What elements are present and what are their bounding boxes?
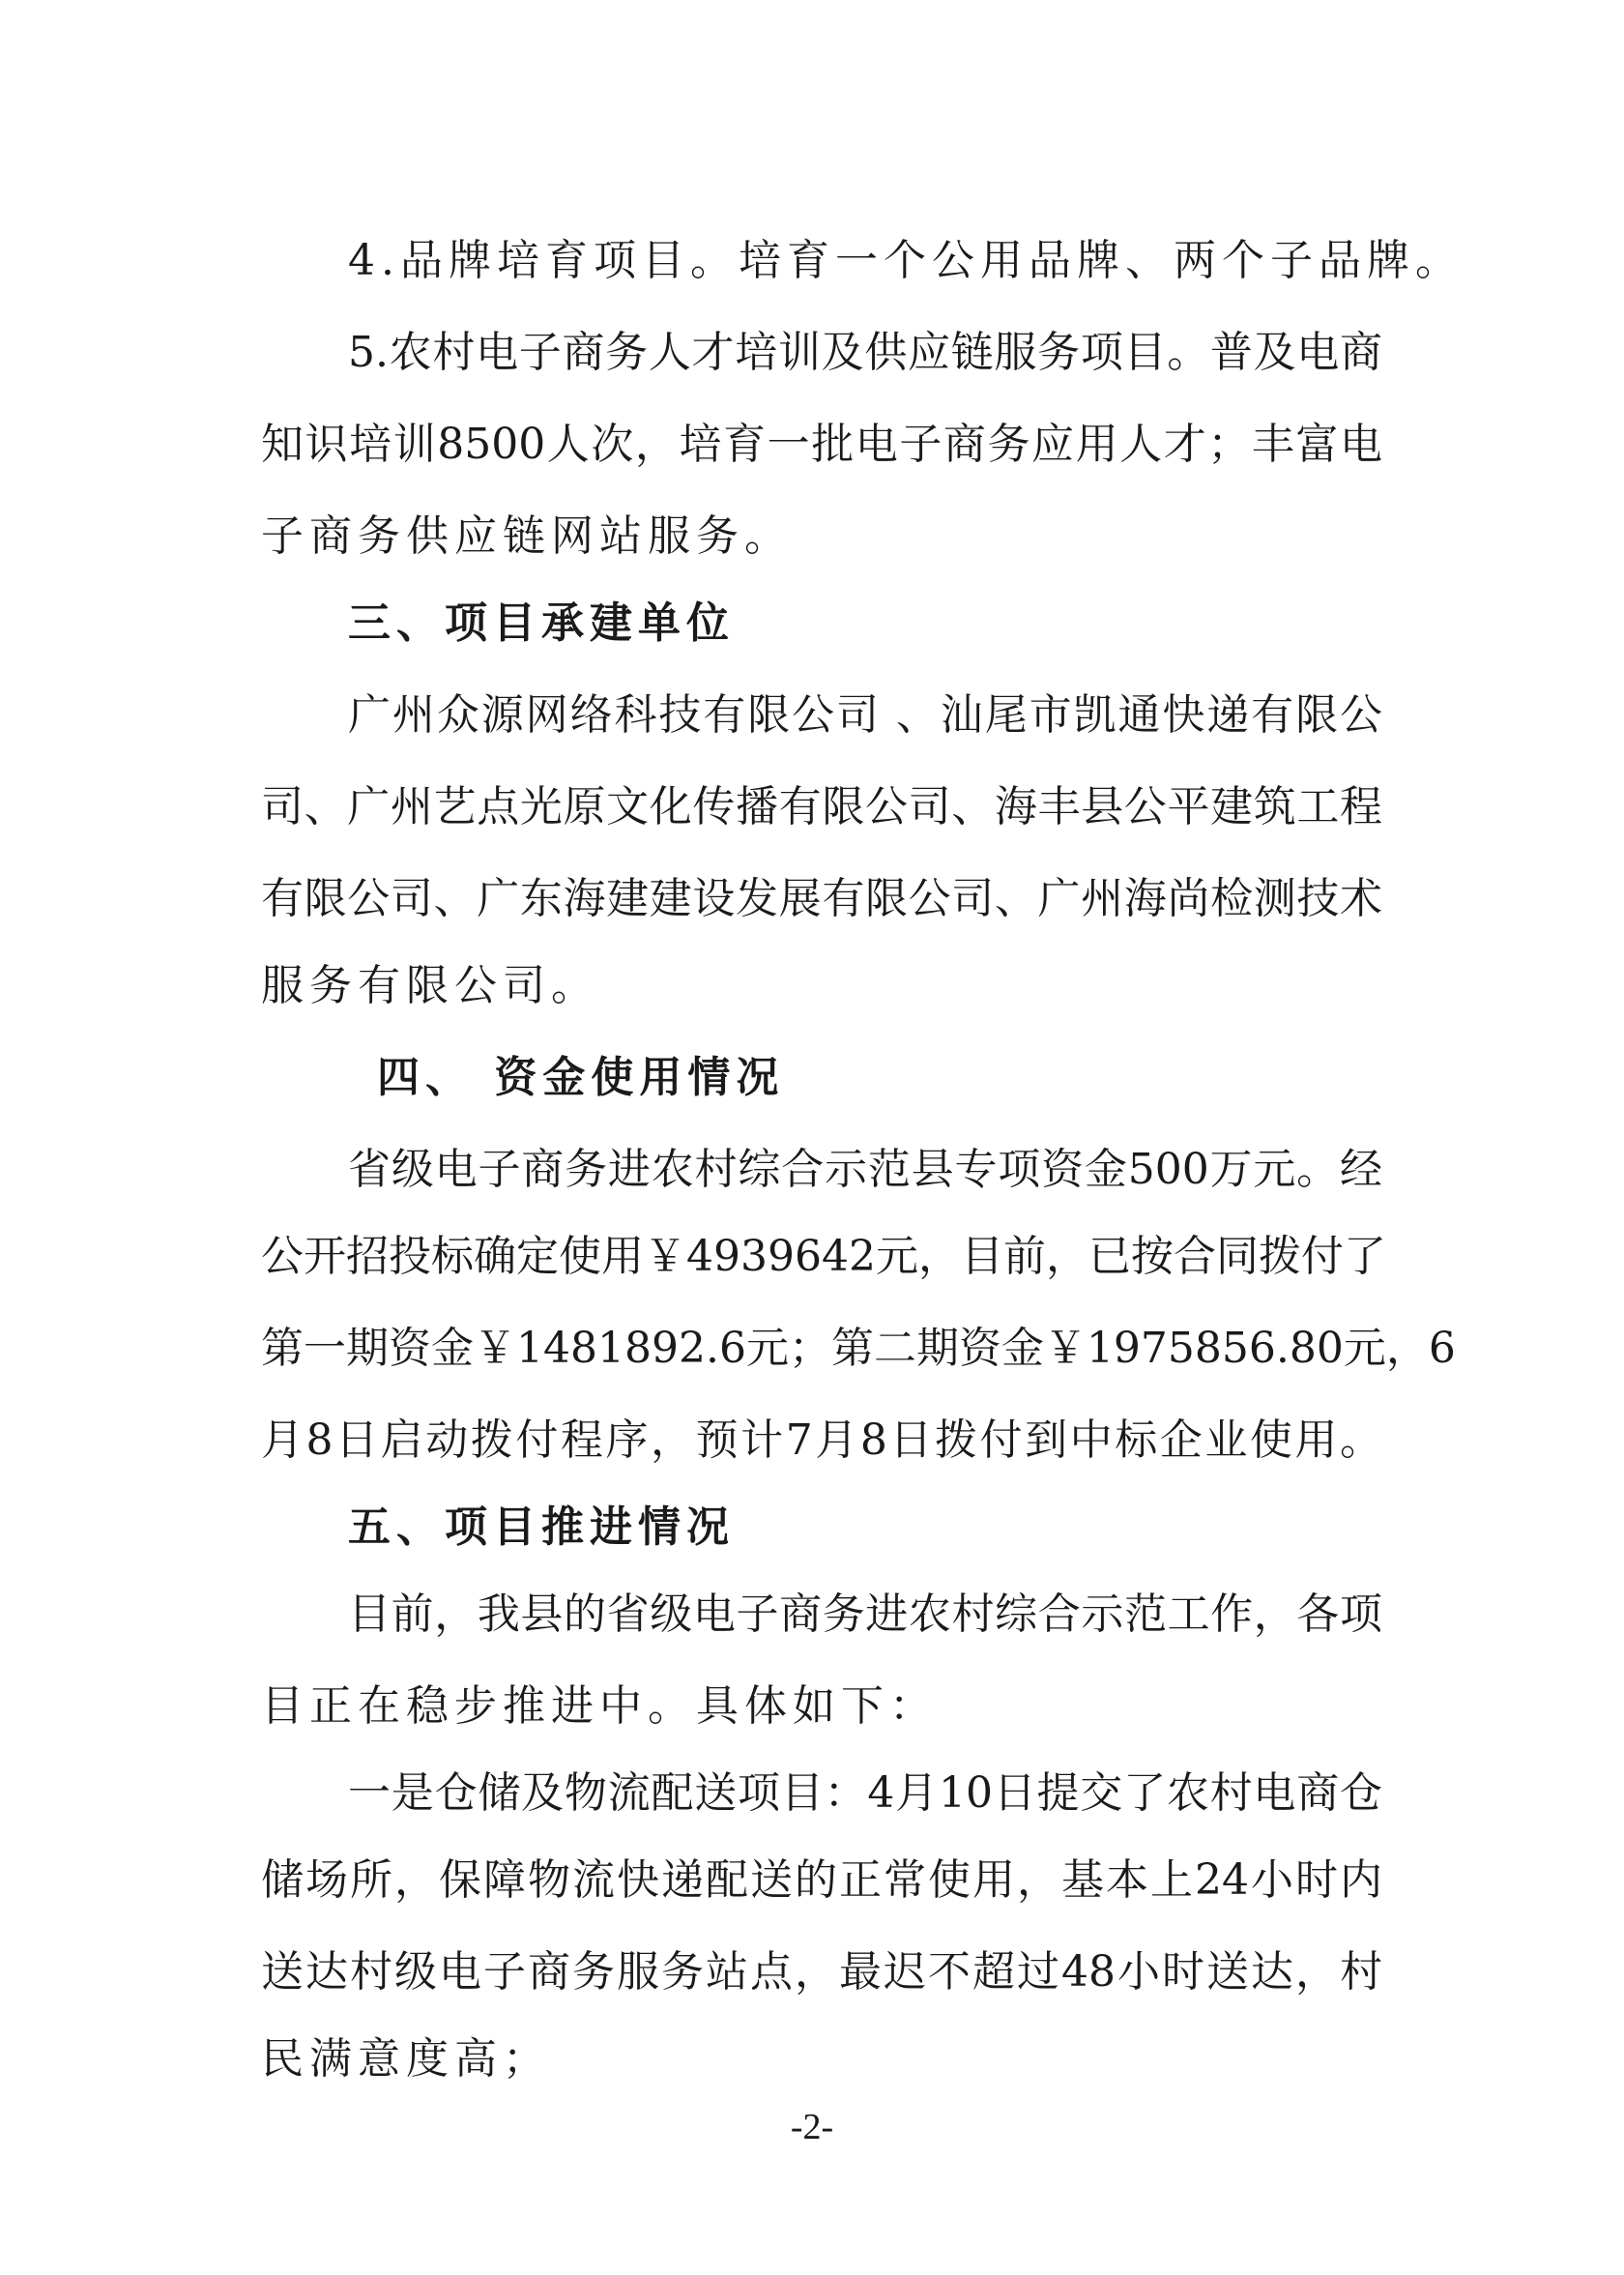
heading-fund-usage: 四、 资金使用情况: [377, 1053, 785, 1102]
paragraph-fund-usage-line-4: 月8日启动拨付程序，预计7月8日拨付到中标企业使用。: [261, 1415, 1382, 1465]
paragraph-fund-usage-line-3: 第一期资金￥1481892.6元；第二期资金￥1975856.80元，6: [261, 1324, 1456, 1373]
paragraph-fund-usage-line-2: 公开招投标确定使用￥4939642元，目前，已按合同拨付了: [261, 1232, 1386, 1281]
paragraph-progress-line-1: 目前，我县的省级电子商务进农村综合示范工作，各项: [348, 1590, 1382, 1639]
paragraph-contractors-line-1: 广州众源网络科技有限公司 、汕尾市凯通快递有限公: [348, 690, 1382, 740]
paragraph-logistics-line-2: 储场所，保障物流快递配送的正常使用，基本上24小时内: [261, 1855, 1382, 1905]
paragraph-talent-training-line-3: 子商务供应链网站服务。: [261, 511, 793, 561]
paragraph-brand-cultivation: 4.品牌培育项目。培育一个公用品牌、两个子品牌。: [348, 236, 1464, 285]
paragraph-talent-training-line-1: 5.农村电子商务人才培训及供应链服务项目。普及电商: [348, 328, 1382, 377]
paragraph-contractors-line-3: 有限公司、广东海建建设发展有限公司、广州海尚检测技术: [261, 874, 1382, 923]
paragraph-contractors-line-4: 服务有限公司。: [261, 961, 599, 1010]
paragraph-logistics-line-3: 送达村级电子商务服务站点，最迟不超过48小时送达，村: [261, 1947, 1382, 1997]
heading-contractors: 三、项目承建单位: [348, 598, 735, 648]
heading-project-progress: 五、项目推进情况: [348, 1502, 735, 1552]
paragraph-fund-usage-line-1: 省级电子商务进农村综合示范县专项资金500万元。经: [348, 1145, 1382, 1194]
paragraph-contractors-line-2: 司、广州艺点光原文化传播有限公司、海丰县公平建筑工程: [261, 782, 1382, 831]
paragraph-progress-line-2: 目正在稳步推进中。具体如下：: [261, 1681, 938, 1731]
paragraph-talent-training-line-2: 知识培训8500人次，培育一批电子商务应用人才；丰富电: [261, 420, 1382, 469]
paragraph-logistics-line-1: 一是仓储及物流配送项目：4月10日提交了农村电商仓: [348, 1768, 1382, 1818]
paragraph-logistics-line-4: 民满意度高；: [261, 2034, 551, 2084]
page-number: -2-: [790, 2107, 834, 2147]
